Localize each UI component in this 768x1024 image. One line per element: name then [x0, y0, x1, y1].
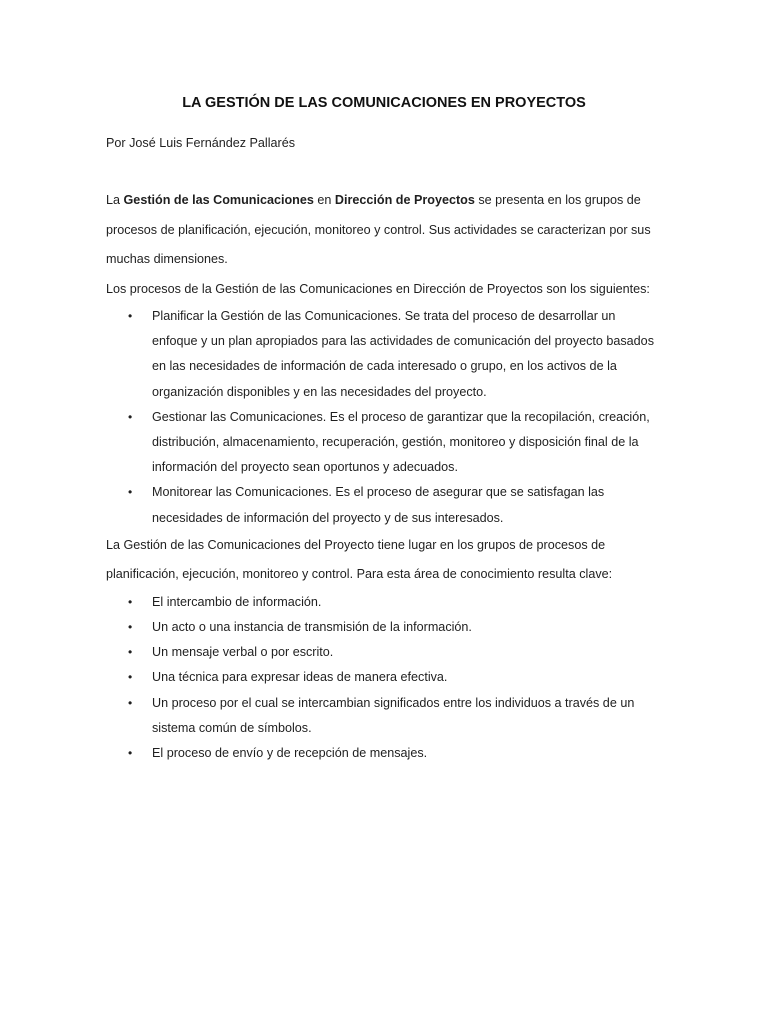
key-intro-paragraph: La Gestión de las Comunicaciones del Proyecto tiene lugar en los grupos de procesos de planificación, ejecución, monitoreo y control. Para esta área de conocimiento resulta clave: [106, 537, 613, 582]
bullet-icon: • [128, 620, 133, 635]
bullet-icon: • [128, 645, 133, 660]
intro-bold-2: Dirección de Proyectos [334, 193, 475, 207]
bullet-icon: • [128, 695, 133, 710]
list-item [106, 615, 662, 640]
intro-text-2: en [313, 193, 335, 207]
list-item [106, 665, 662, 690]
list-item-text: El proceso de envío y de recepción de mensajes. [152, 746, 428, 761]
bullet-icon: • [128, 670, 133, 685]
list-item [106, 590, 662, 615]
document-title: LA GESTIÓN DE LAS COMUNICACIONES EN PROYECTOS [182, 95, 586, 111]
list-item-text: Un mensaje verbal o por escrito. [152, 645, 334, 660]
list-item-text: Gestionar las Comunicaciones. Es el proceso de garantizar que la recopilación, creación, distribución, almacenamiento, recuperación, gestión, monitoreo y disposición final de la información del proyecto sean oportunos y adecuados. [152, 409, 650, 475]
list-item [106, 480, 662, 530]
intro-text-3: se presenta en los grupos de procesos de planificación, ejecución, monitoreo y control. Sus actividades se caracterizan por sus muchas dimensiones. [106, 193, 651, 266]
bullet-icon: • [128, 594, 133, 609]
list-item [106, 405, 662, 481]
processes-list [106, 304, 662, 531]
bullet-icon: • [128, 409, 133, 424]
intro-bold-1: Gestión de las Comunicaciones [123, 193, 314, 207]
list-item-text: Un acto o una instancia de transmisión de la información. [152, 620, 472, 635]
list-item-text: Monitorear las Comunicaciones. Es el proceso de asegurar que se satisfagan las necesidades de información del proyecto y de sus interesados. [152, 485, 605, 525]
bullet-icon: • [128, 485, 133, 500]
bullet-icon: • [128, 746, 133, 761]
list-item [106, 640, 662, 665]
list-item [106, 691, 662, 741]
list-item-text: Planificar la Gestión de las Comunicaciones. Se trata del proceso de desarrollar un enfoque y un plan apropiados para las actividades de comunicación del proyecto basados en las necesidades de información de cada interesado o grupo, en los activos de la organización disponibles y en las necesidades del proyecto. [152, 309, 654, 399]
intro-text-1: La [106, 193, 124, 207]
list-item-text: Un proceso por el cual se intercambian significados entre los individuos a través de un sistema común de símbolos. [152, 695, 635, 735]
key-list [106, 590, 662, 766]
list-item [106, 741, 662, 766]
author-line: Por José Luis Fernández Pallarés [106, 136, 296, 150]
list-item-text: El intercambio de información. [152, 594, 322, 609]
document-body [106, 92, 662, 766]
list-item-text: Una técnica para expresar ideas de manera efectiva. [152, 670, 448, 685]
bullet-icon: • [128, 309, 133, 323]
list-item [106, 304, 662, 405]
intro-paragraph [106, 186, 662, 275]
processes-intro-paragraph: Los procesos de la Gestión de las Comunicaciones en Dirección de Proyectos son los siguientes: [106, 281, 650, 296]
